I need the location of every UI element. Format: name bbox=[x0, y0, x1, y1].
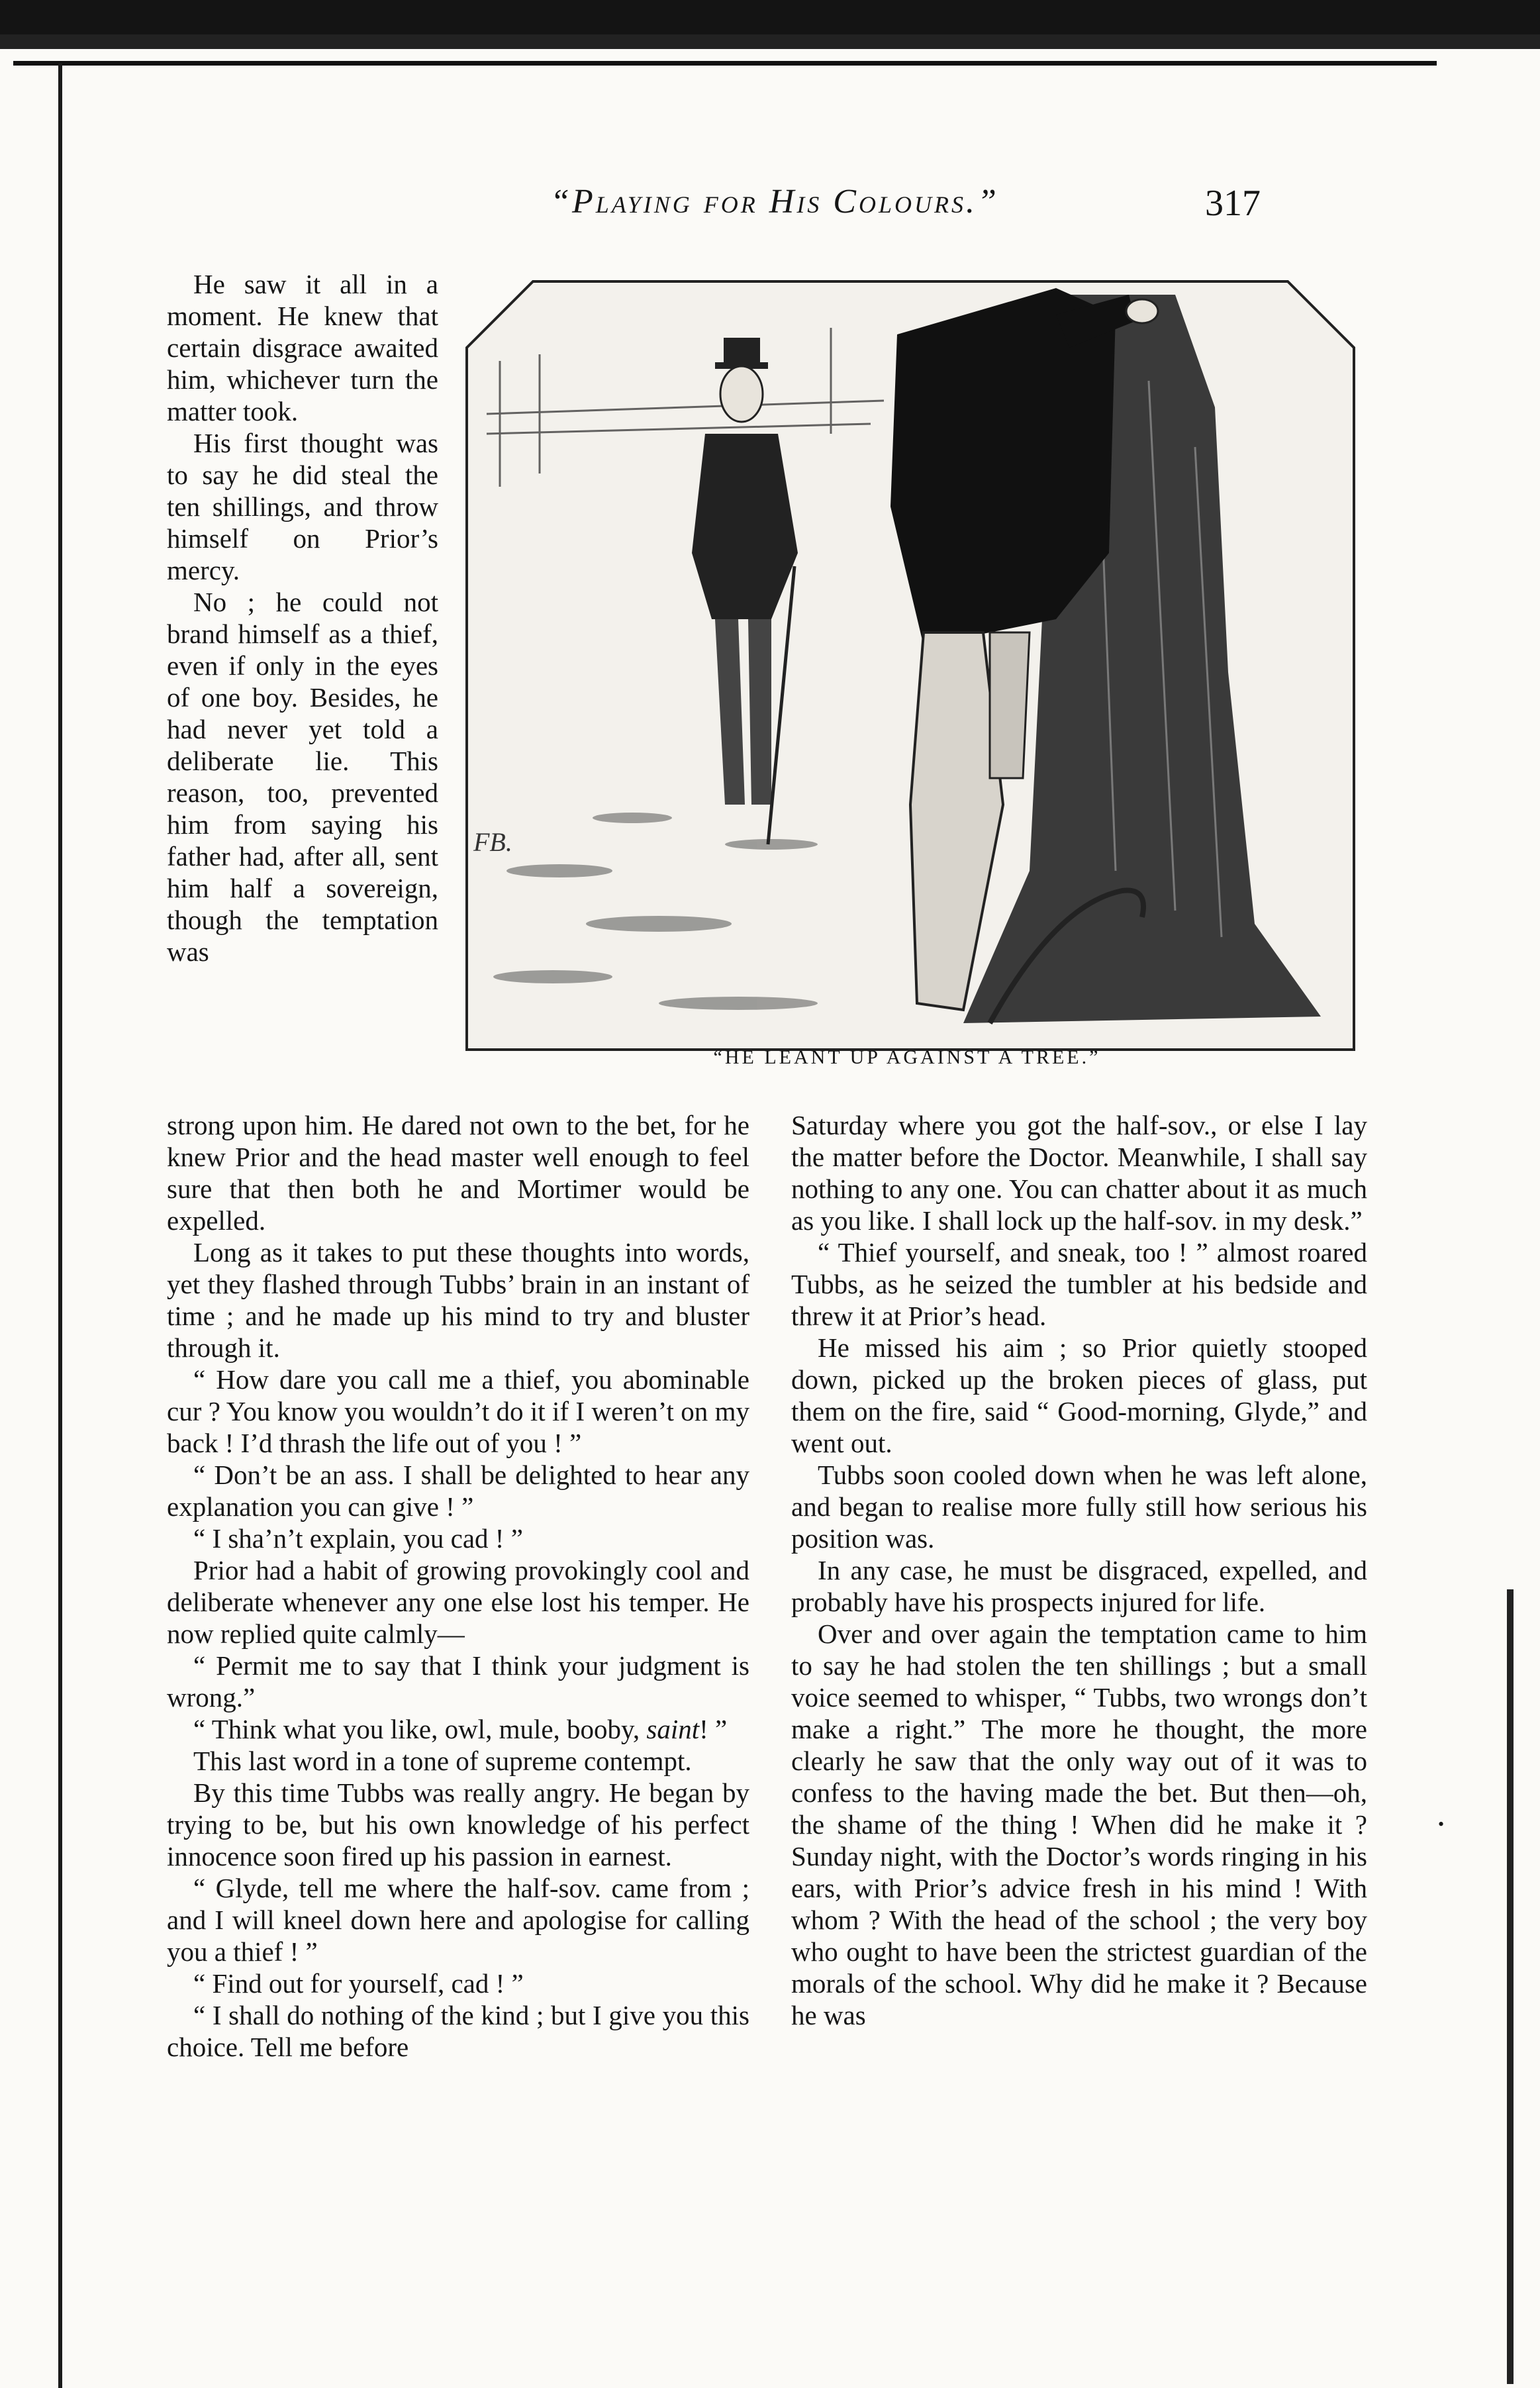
engraving-illustration bbox=[460, 275, 1361, 1056]
paragraph: Prior had a habit of growing provokingly cool and deliberate whenever any one else lost his temper. He now replied quite calmly— bbox=[167, 1555, 749, 1649]
margin-mark: • bbox=[1438, 1815, 1445, 1834]
illustration-caption: “HE LEANT UP AGAINST A TREE.” bbox=[713, 1046, 1101, 1068]
paragraph: He saw it all in a moment. He knew that certain disgrace awaited him, whichever turn the matter took. bbox=[167, 269, 438, 426]
text-run: “ Think what you like, owl, mule, booby, bbox=[193, 1714, 647, 1744]
italic-word: saint bbox=[646, 1714, 700, 1744]
page-gutter-rule bbox=[58, 63, 62, 2388]
paragraph: “ Thief yourself, and sneak, too ! ” almost roared Tubbs, as he seized the tumbler at his bedside and threw it at Prior’s head. bbox=[791, 1237, 1367, 1331]
paragraph: “ I shall do nothing of the kind ; but I give you this choice. Tell me before bbox=[167, 2000, 749, 2062]
right-text-column bbox=[791, 1109, 1367, 2031]
paragraph: In any case, he must be disgraced, expelled, and probably have his prospects injured for life. bbox=[791, 1555, 1367, 1617]
paragraph: Long as it takes to put these thoughts into words, yet they flashed through Tubbs’ brain in an instant of time ; and he made up his mind to try and bluster through it. bbox=[167, 1237, 749, 1363]
paragraph: Saturday where you got the half-sov., or else I lay the matter before the Doctor. Meanwhile, I shall say nothing to any one. You can chatter about it as much as you like. I shall lock up the half-sov. in my desk.” bbox=[791, 1110, 1367, 1236]
paragraph bbox=[167, 1713, 749, 1745]
top-edge-shadow bbox=[0, 34, 1540, 49]
paragraph: “ Glyde, tell me where the half-sov. came from ; and I will kneel down here and apologise for calling you a thief ! ” bbox=[167, 1873, 749, 1967]
running-title: “Playing for His Colours.” bbox=[550, 183, 999, 221]
paragraph: “ How dare you call me a thief, you abominable cur ? You know you wouldn’t do it if I weren’t on my back ! I’d thrash the life out of you ! ” bbox=[167, 1364, 749, 1458]
paragraph: Over and over again the temptation came to him to say he had stolen the ten shillings ; but a small voice seemed to whisper, “ Tubbs, two wrongs don’t make a right.” The more he thought, the more clearly he saw that the only way out of it was to confess to the having made the bet. But then—oh, the shame of the thing ! When did he make it ? Sunday night, with the Doctor’s words ringing in his ears, with Prior’s advice fresh in his mind ! With whom ? With the head of the school ; the very boy who ought to have been the strictest guardian of the morals of the school. Why did he make it ? Because he was bbox=[791, 1618, 1367, 2030]
paragraph: “ Don’t be an ass. I shall be delighted to hear any explanation you can give ! ” bbox=[167, 1460, 749, 1522]
paragraph: This last word in a tone of supreme contempt. bbox=[193, 1746, 692, 1776]
paragraph: strong upon him. He dared not own to the bet, for he knew Prior and the head master well enough to feel sure that then both he and Mortimer would be expelled. bbox=[167, 1110, 749, 1236]
top-edge-band bbox=[0, 0, 1540, 34]
right-edge-mark bbox=[1507, 1589, 1514, 2384]
paragraph: His first thought was to say he did steal the ten shillings, and throw himself on Prior’s mercy. bbox=[167, 428, 438, 585]
page-number: 317 bbox=[1205, 183, 1261, 224]
text-run: ! ” bbox=[699, 1714, 728, 1744]
top-rule bbox=[13, 61, 1437, 66]
paragraph: “ Find out for yourself, cad ! ” bbox=[193, 1968, 524, 1999]
narrow-text-column bbox=[167, 268, 438, 968]
left-text-column bbox=[167, 1109, 749, 2063]
paragraph: “ Permit me to say that I think your judgment is wrong.” bbox=[167, 1650, 749, 1713]
paragraph: “ I sha’n’t explain, you cad ! ” bbox=[193, 1523, 523, 1554]
artist-signature: FB. bbox=[473, 827, 512, 857]
paragraph: By this time Tubbs was really angry. He began by trying to be, but his own knowledge of his perfect innocence soon fired up his passion in earnest. bbox=[167, 1777, 749, 1871]
paragraph: No ; he could not brand himself as a thief, even if only in the eyes of one boy. Besides, he had never yet told a deliberate lie. This reason, too, prevented him from saying his father had, after all, sent him half a sovereign, though the temptation was bbox=[167, 587, 438, 967]
paragraph: He missed his aim ; so Prior quietly stooped down, picked up the broken pieces of glass, put them on the fire, said “ Good-morning, Glyde,” and went out. bbox=[791, 1332, 1367, 1458]
paragraph: Tubbs soon cooled down when he was left alone, and began to realise more fully still how serious his position was. bbox=[791, 1460, 1367, 1554]
